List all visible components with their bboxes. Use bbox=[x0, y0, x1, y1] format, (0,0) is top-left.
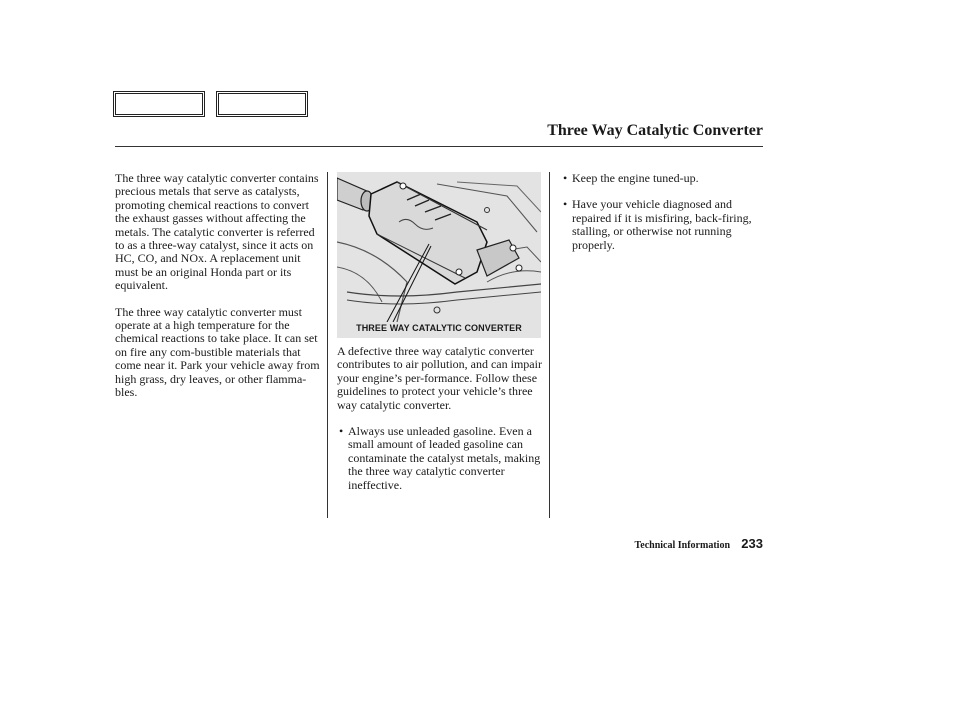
column-divider-1 bbox=[327, 172, 328, 518]
bullet-text: Always use unleaded gasoline. Even a small amount of leaded gasoline can contaminate the catalyst metals, making the three way catalytic converter ineffective. bbox=[348, 424, 541, 492]
figure-caption: THREE WAY CATALYTIC CONVERTER bbox=[356, 323, 522, 333]
right-column bbox=[561, 172, 761, 265]
page-number: 233 bbox=[741, 536, 763, 551]
nav-box-previous[interactable] bbox=[113, 91, 205, 117]
bullet-text: Have your vehicle diagnosed and repaired if it is misfiring, back-firing, stalling, or otherwise not running properly. bbox=[572, 197, 752, 252]
page-title: Three Way Catalytic Converter bbox=[547, 122, 763, 139]
bullet-text: Keep the engine tuned-up. bbox=[572, 171, 699, 185]
title-rule bbox=[115, 146, 763, 147]
catalytic-converter-figure bbox=[337, 172, 541, 338]
left-column bbox=[115, 172, 320, 413]
bullet-dot: • bbox=[339, 424, 344, 439]
paragraph-catalyst-description: The three way catalytic converter contains precious metals that serve as catalysts, promoting chemical reactions to convert the exhaust gasses without affecting the metals. The catalytic converter is referred to as a three-way catalyst, since it acts on HC, CO, and NOx. A replacement unit must be an original Honda part or its equivalent. bbox=[115, 171, 319, 293]
bullet-engine-tuned bbox=[561, 172, 761, 185]
footer-section-label: Technical Information bbox=[634, 540, 730, 551]
bullet-dot: • bbox=[563, 171, 568, 185]
bullet-unleaded-gasoline bbox=[337, 425, 543, 492]
middle-column bbox=[337, 345, 543, 505]
bullet-dot: • bbox=[563, 197, 568, 212]
column-divider-2 bbox=[549, 172, 550, 518]
nav-box-next[interactable] bbox=[216, 91, 308, 117]
paragraph-high-temperature: The three way catalytic converter must operate at a high temperature for the chemical reactions to take place. It can set on fire any com-bustible materials that come near it. Park your vehicle away from high grass, dry leaves, or other flamma-bles. bbox=[115, 304, 320, 400]
catalytic-converter-illustration bbox=[337, 172, 541, 322]
bullet-diagnose-repair bbox=[561, 198, 761, 252]
paragraph-defective-converter: A defective three way catalytic converter contributes to air pollution, and can impair your engine’s per-formance. Follow these guidelines to protect your vehicle’s three way catalytic converter. bbox=[337, 344, 542, 412]
